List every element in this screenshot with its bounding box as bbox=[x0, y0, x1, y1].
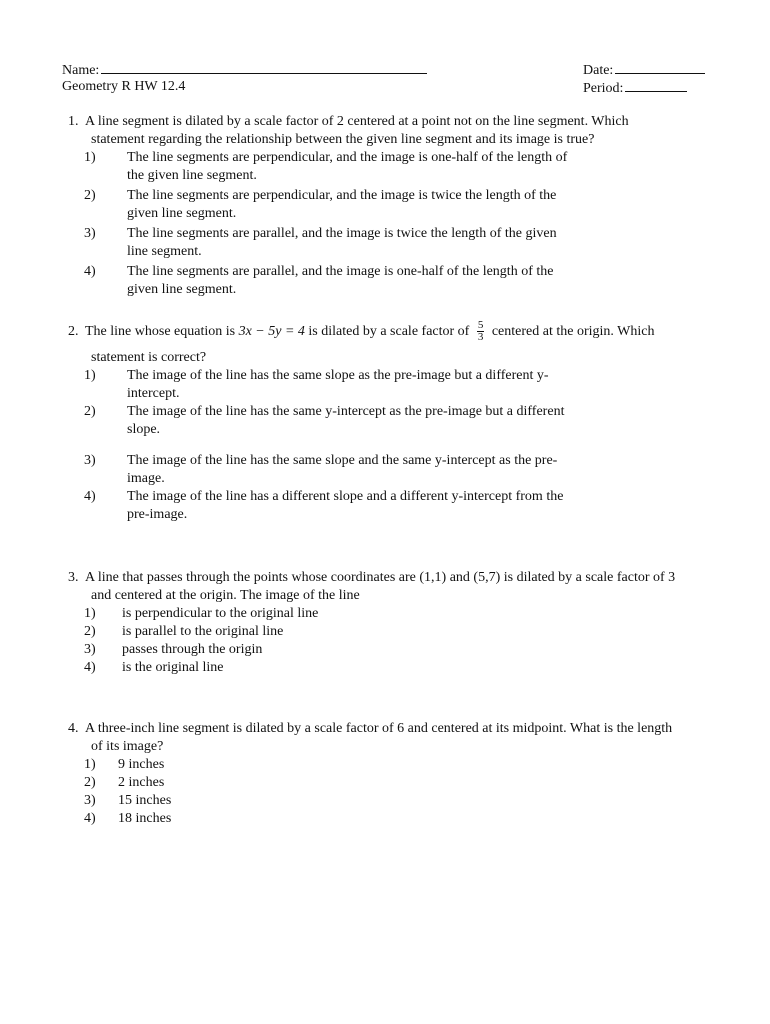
name-blank bbox=[101, 60, 427, 74]
q1-stem-line2: statement regarding the relationship between the given line segment and its image is true? bbox=[91, 132, 595, 147]
q2-stem bbox=[62, 318, 732, 346]
q2-stem-mid: is dilated by a scale factor of bbox=[308, 324, 470, 339]
q2-scale-fraction bbox=[477, 320, 485, 343]
q3-option-2[interactable]: 2) is parallel to the original line bbox=[84, 624, 284, 639]
q2-option-4[interactable]: 4) The image of the line has a different slope and a different y-intercept from the pre-image. bbox=[84, 489, 564, 522]
q4-stem-line1: A three-inch line segment is dilated by a scale factor of 6 and centered at its midpoint. What is the length bbox=[85, 721, 673, 736]
q4-stem-line2: of its image? bbox=[91, 739, 164, 754]
q2-option-2[interactable]: 2) The image of the line has the same y-intercept as the pre-image but a different slope. bbox=[84, 404, 565, 437]
date-label: Date: bbox=[583, 63, 614, 78]
q2-stem-line2: statement is correct? bbox=[91, 350, 207, 365]
period-field bbox=[583, 78, 687, 98]
q1-option-3[interactable]: 3) The line segments are parallel, and the image is twice the length of the given line segment. bbox=[84, 226, 557, 259]
q2-equation: 3x − 5y = 4 bbox=[238, 324, 305, 339]
date-field bbox=[583, 60, 705, 80]
q3-option-1[interactable]: 1) is perpendicular to the original line bbox=[84, 606, 319, 621]
q4-option-4[interactable]: 4) 18 inches bbox=[84, 811, 172, 826]
q4-option-1[interactable]: 1) 9 inches bbox=[84, 757, 165, 772]
q4-option-2[interactable]: 2) 2 inches bbox=[84, 775, 165, 790]
q2-frac-numerator: 5 bbox=[477, 319, 484, 332]
q2-frac-denominator: 3 bbox=[477, 331, 484, 344]
date-blank bbox=[615, 60, 705, 74]
q2-option-3[interactable]: 3) The image of the line has the same slope and the same y-intercept as the pre- image. bbox=[84, 453, 558, 486]
q3-stem-pre: A line that passes through the points whose coordinates are bbox=[85, 570, 416, 585]
q3-point-2: (5,7) bbox=[473, 570, 501, 585]
q1-option-4[interactable]: 4) The line segments are parallel, and the image is one-half of the length of the given line segment. bbox=[84, 264, 554, 297]
q4-option-3[interactable]: 3) 15 inches bbox=[84, 793, 172, 808]
q3-number: 3. bbox=[68, 570, 79, 585]
q2-stem-post: centered at the origin. Which bbox=[491, 324, 655, 339]
question-4 bbox=[62, 720, 732, 828]
q3-stem-and: and bbox=[449, 570, 470, 585]
q1-option-1[interactable]: 1) The line segments are perpendicular, and the image is one-half of the length of the given line segment. bbox=[84, 150, 568, 183]
course-title: Geometry R HW 12.4 bbox=[62, 79, 186, 94]
q1-stem bbox=[62, 113, 732, 131]
q4-stem bbox=[62, 720, 732, 738]
q3-point-1: (1,1) bbox=[419, 570, 447, 585]
q3-option-4[interactable]: 4) is the original line bbox=[84, 660, 224, 675]
q1-stem-line1: A line segment is dilated by a scale factor of 2 centered at a point not on the line segment. Which bbox=[85, 114, 629, 129]
q1-option-2[interactable]: 2) The line segments are perpendicular, and the image is twice the length of the given line segment. bbox=[84, 188, 557, 221]
q4-number: 4. bbox=[68, 721, 79, 736]
period-label: Period: bbox=[583, 81, 624, 96]
q2-stem-pre: The line whose equation is bbox=[85, 324, 236, 339]
q2-option-1[interactable]: 1) The image of the line has the same slope as the pre-image but a different y- intercept. bbox=[84, 368, 549, 401]
name-label: Name: bbox=[62, 63, 100, 78]
q1-number: 1. bbox=[68, 114, 79, 129]
question-2 bbox=[62, 318, 732, 524]
q3-option-3[interactable]: 3) passes through the origin bbox=[84, 642, 263, 657]
q3-stem bbox=[62, 569, 732, 587]
question-1 bbox=[62, 113, 732, 299]
q2-number: 2. bbox=[68, 324, 79, 339]
question-3 bbox=[62, 569, 732, 677]
period-blank bbox=[625, 78, 687, 92]
q3-stem-post: is dilated by a scale factor of 3 bbox=[503, 570, 676, 585]
q3-stem-line2: and centered at the origin. The image of the line bbox=[91, 588, 360, 603]
name-field bbox=[62, 60, 427, 80]
